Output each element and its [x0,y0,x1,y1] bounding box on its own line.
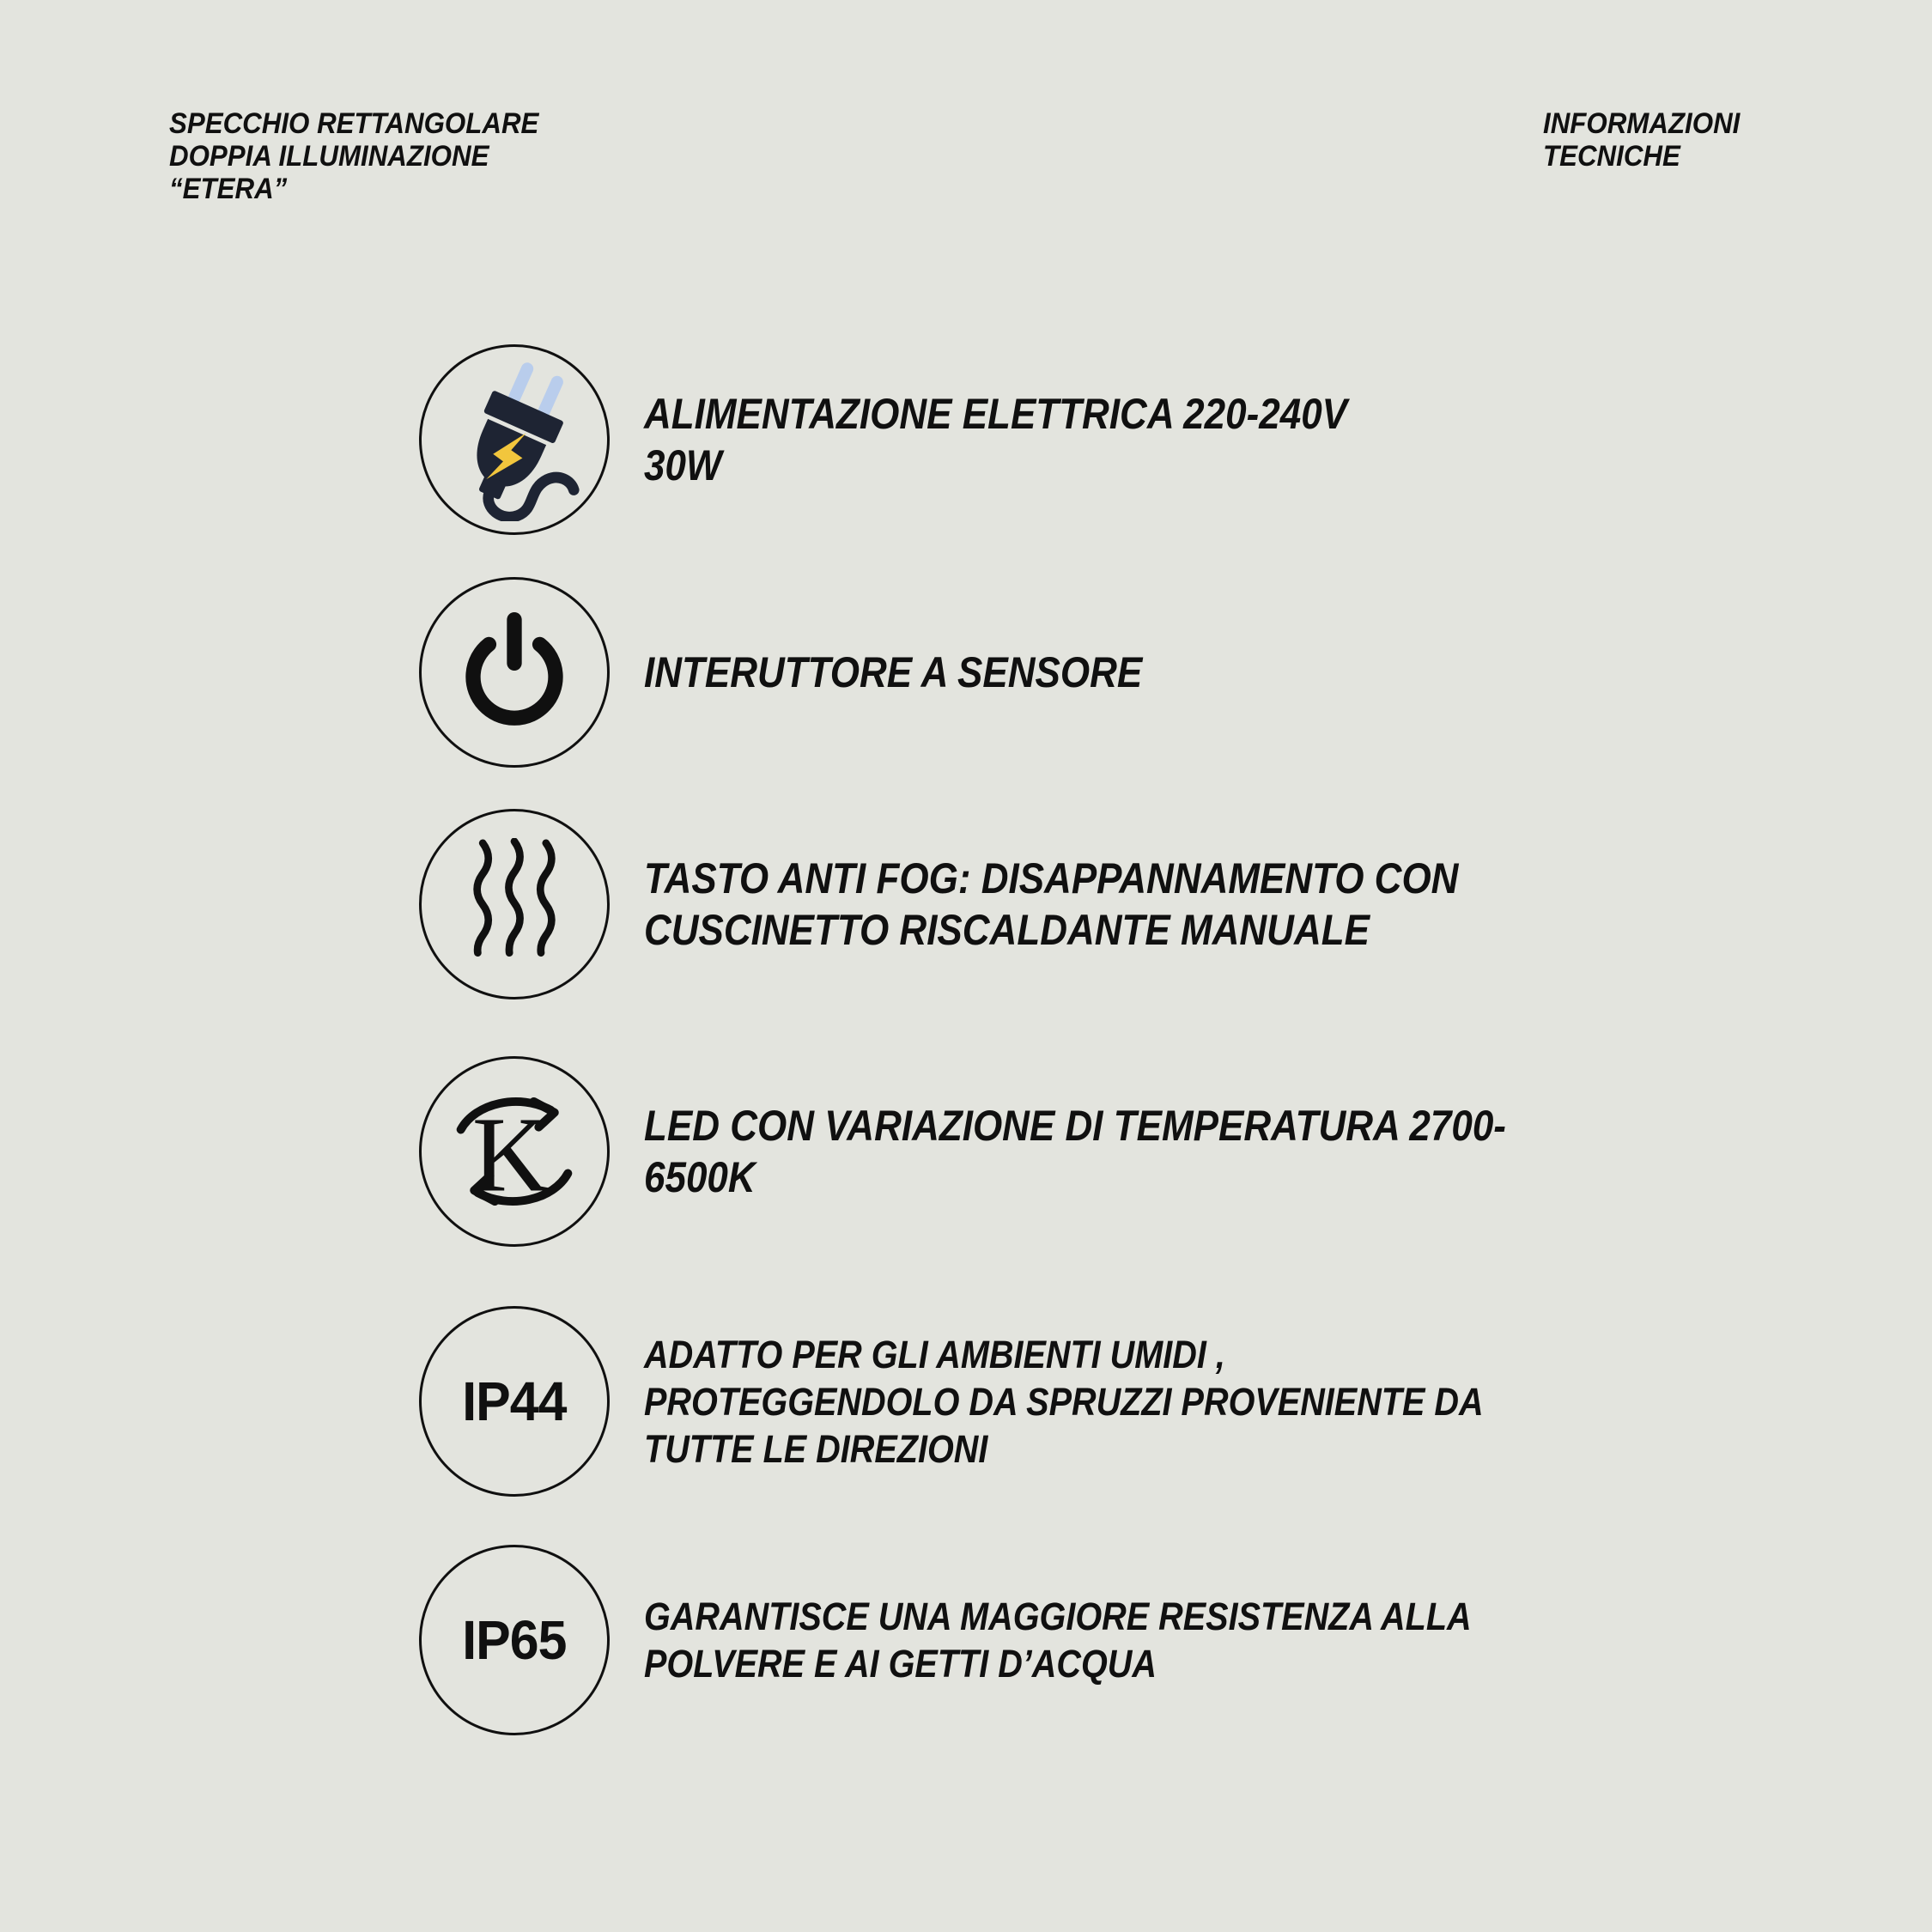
svg-text:K: K [471,1095,550,1214]
feature-text-line: 6500K [644,1153,756,1201]
feature-text-line: ADATTO PER GLI AMBIENTI UMIDI , [644,1332,1225,1376]
feature-text-line: POLVERE E AI GETTI D’ACQUA [644,1642,1157,1686]
feature-text [644,1331,1484,1473]
ip44-label: IP44 [462,1370,567,1432]
power-button-icon [446,604,583,741]
feature-text-line: CUSCINETTO RISCALDANTE MANUALE [644,906,1370,954]
feature-text-line: LED CON VARIAZIONE DI TEMPERATURA 2700- [644,1102,1506,1150]
icon-circle [419,809,610,999]
section-title [1543,107,1740,173]
ip44-rating-badge [419,1306,610,1497]
feature-text [644,1593,1472,1687]
icon-circle [419,344,610,535]
feature-text-line: INTERUTTORE A SENSORE [644,648,1143,696]
ip65-rating-badge [419,1545,610,1735]
feature-text-line: PROTEGGENDOLO DA SPRUZZI PROVENIENTE DA [644,1379,1484,1424]
feature-row-anti-fog [419,809,1570,999]
feature-text [644,1100,1506,1203]
feature-text-line: TASTO ANTI FOG: DISAPPANNAMENTO CON [644,854,1459,902]
product-title-line: SPECCHIO RETTANGOLARE [169,107,539,140]
icon-circle [419,1056,610,1247]
section-title-line: TECNICHE [1543,140,1680,173]
product-title-line: DOPPIA ILLUMINAZIONE [169,140,489,173]
feature-row-led-temperature [419,1056,1624,1247]
feature-text [644,647,1142,698]
feature-text-line: 30W [644,441,722,489]
product-title-line: “ETERA” [169,173,288,205]
feature-text [644,388,1347,491]
kelvin-temperature-icon [441,1078,587,1224]
power-plug-icon [433,358,596,521]
feature-row-power-supply [419,344,1443,535]
feature-row-ip44 [419,1306,1598,1497]
feature-row-ip65 [419,1545,1584,1735]
icon-circle [419,577,610,768]
feature-row-sensor-switch [419,577,1210,768]
feature-text [644,853,1458,956]
feature-text-line: TUTTE LE DIREZIONI [644,1426,988,1471]
heat-waves-icon [463,838,566,971]
feature-text-line: GARANTISCE UNA MAGGIORE RESISTENZA ALLA [644,1595,1472,1638]
feature-text-line: ALIMENTAZIONE ELETTRICA 220-240V [644,390,1348,438]
ip65-label: IP65 [462,1609,567,1671]
section-title-line: INFORMAZIONI [1543,107,1741,140]
product-title [169,107,538,205]
